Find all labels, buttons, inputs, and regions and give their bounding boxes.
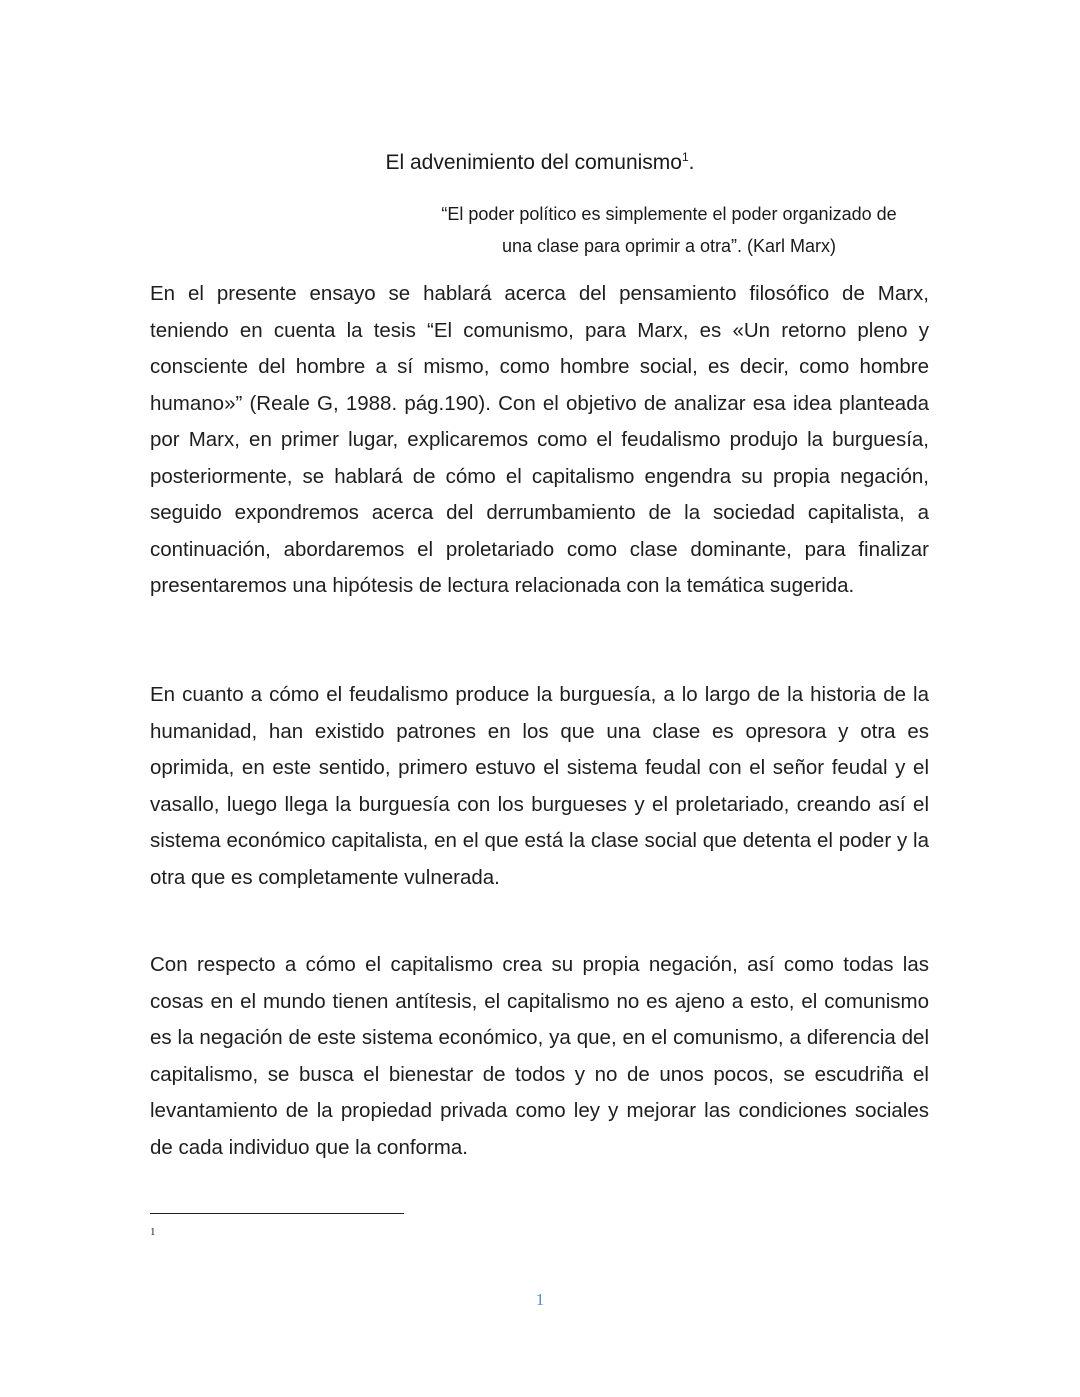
- epigraph-quote: [404, 198, 934, 262]
- paragraph-introduction: En el presente ensayo se hablará acerca del pensamiento filosófico de Marx, teniendo en cuenta la tesis “El comunismo, para Marx, es «Un retorno pleno y consciente del hombre a sí mismo, como hombre social, es decir, como hombre humano»” (Reale G, 1988. pág.190). Con el objetivo de analizar esa idea planteada por Marx, en primer lugar, explicaremos como el feudalismo produjo la burguesía, posteriormente, se hablará de cómo el capitalismo engendra su propia negación, seguido expondremos acerca del derrumbamiento de la sociedad capitalista, a continuación, abordaremos el proletariado como clase dominante, para finalizar presentaremos una hipótesis de lectura relacionada con la temática sugerida.: [150, 282, 929, 597]
- title-text: El advenimiento del comunismo: [385, 151, 682, 174]
- epigraph-line-2: una clase para oprimir a otra”. (Karl Marx): [501, 236, 837, 256]
- title-period: .: [688, 151, 695, 174]
- document-title: [0, 148, 1080, 178]
- epigraph-line-1: “El poder político es simplemente el poder organizado de: [441, 204, 897, 224]
- footnote-mark: 1: [150, 1226, 156, 1238]
- page-number: 1: [535, 1290, 545, 1309]
- paragraph-capitalism-negation: Con respecto a cómo el capitalismo crea su propia negación, así como todas las cosas en el mundo tienen antítesis, el capitalismo no es ajeno a esto, el comunismo es la negación de este sistema económico, ya que, en el comunismo, a diferencia del capitalismo, se busca el bienestar de todos y no de unos pocos, se escudriña el levantamiento de la propiedad privada como ley y mejorar las condiciones sociales de cada individuo que la conforma.: [150, 953, 929, 1159]
- title-footnote-ref: 1: [681, 150, 689, 164]
- paragraph-feudalism: En cuanto a cómo el feudalismo produce la burguesía, a lo largo de la historia de la humanidad, han existido patrones en los que una clase es opresora y otra es oprimida, en este sentido, primero estuvo el sistema feudal con el señor feudal y el vasallo, luego llega la burguesía con los burgueses y el proletariado, creando así el sistema económico capitalista, en el que está la clase social que detenta el poder y la otra que es completamente vulnerada.: [150, 683, 929, 889]
- footnote-separator: [150, 1213, 404, 1214]
